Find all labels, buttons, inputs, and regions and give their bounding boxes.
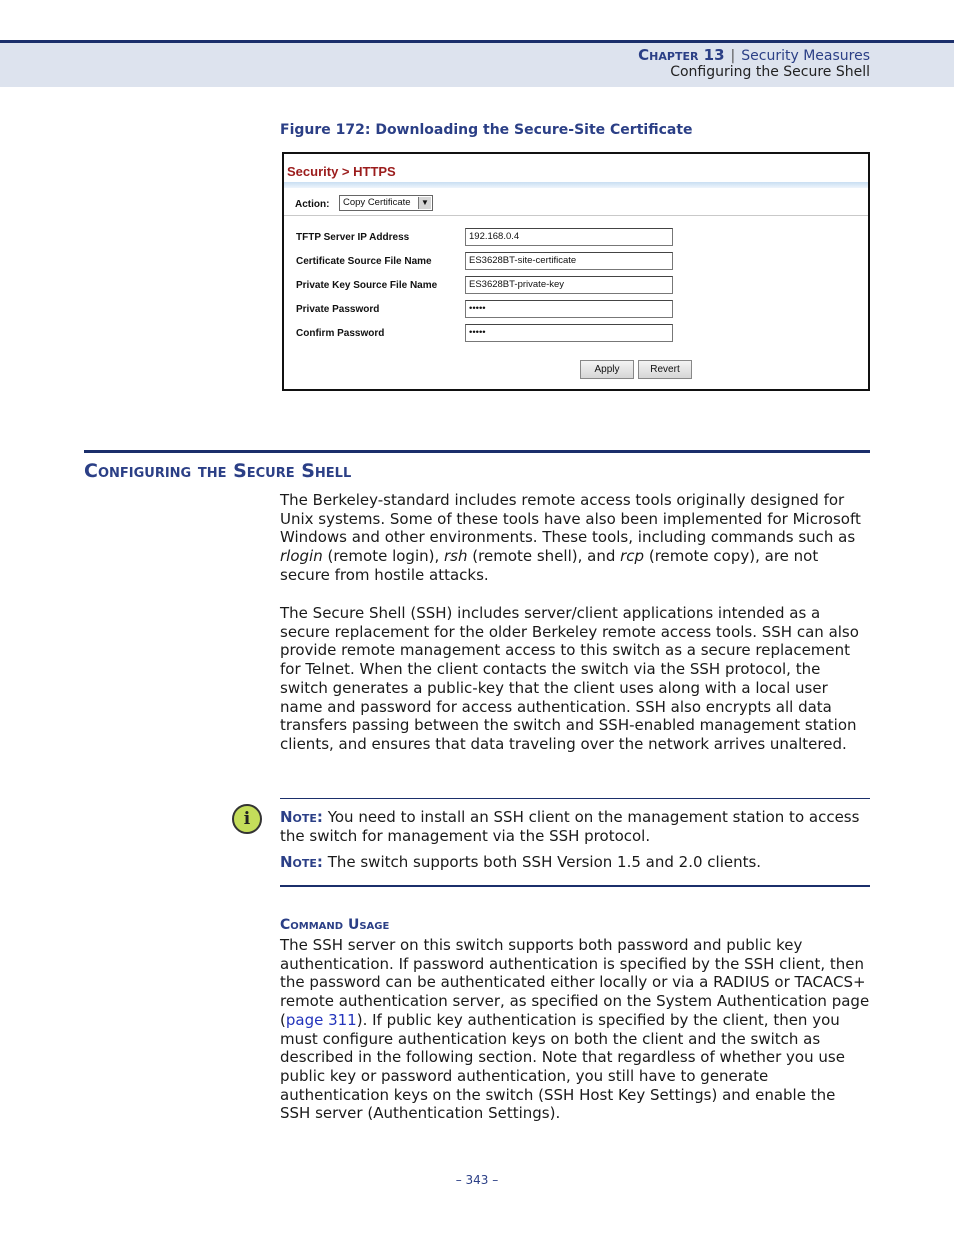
note-label: Note: [280,853,323,871]
command-usage-title: Command Usage [280,917,390,933]
p1-text-a: The Berkeley-standard includes remote access tools originally designed for Unix systems. Some of these tools have also been implemented for Microsoft Windows and other environments. These tools, including commands such as [280,491,861,547]
p1-text-c: (remote shell), and [467,547,621,566]
note-ssh-version [280,853,870,872]
tftp-ip-input[interactable]: 192.168.0.4 [465,228,673,246]
rsh-term: rsh [444,547,468,566]
private-password-label: Private Password [296,304,380,315]
tftp-ip-label: TFTP Server IP Address [296,232,410,243]
confirm-password-label: Confirm Password [296,328,385,339]
section-rule [84,450,870,453]
note-label: Note: [280,808,323,826]
paragraph-berkeley [280,491,870,585]
confirm-password-input[interactable]: ••••• [465,324,673,342]
p1-text-d: (remote copy), are not secure from hostile attacks. [280,547,819,584]
running-header-section: Configuring the Secure Shell [670,64,870,80]
note-text: You need to install an SSH client on the management station to access the switch for management via the SSH protocol. [280,808,860,845]
figure-caption: Figure 172: Downloading the Secure-Site Certificate [280,122,693,138]
note-rule-bottom [280,885,870,887]
rlogin-term: rlogin [280,547,323,566]
action-select[interactable] [339,195,433,211]
running-header-chapter [638,46,870,64]
p1-text-b: (remote login), [322,547,445,566]
action-select-value: Copy Certificate [343,197,411,208]
chevron-down-icon[interactable]: ▼ [418,197,431,209]
section-title: Configuring the Secure Shell [84,460,352,482]
note-text: The switch supports both SSH Version 1.5 and 2.0 clients. [322,853,762,871]
info-icon: i [232,804,262,834]
key-file-input[interactable]: ES3628BT-private-key [465,276,673,294]
action-label: Action: [295,199,330,210]
page-311-link[interactable]: page 311 [285,1010,357,1029]
page-number: – 343 – [455,1173,499,1187]
chapter-title: Security Measures [741,48,870,64]
note-rule-top [280,798,870,799]
apply-button[interactable]: Apply [580,360,634,379]
key-file-label: Private Key Source File Name [296,280,438,291]
screenshot-divider [284,215,868,216]
screenshot-title: Security > HTTPS [287,164,396,179]
rcp-term: rcp [620,547,645,566]
cmd-text-b: ). If public key authentication is specified by the client, then you must configure authentication keys on both the client and the switch as described in the following section. Note that regardless of whether you use public key or password authentication, you still have to generate authentication keys on the switch (SSH Host Key Settings) and enable the SSH server (Authentication Settings). [280,1010,845,1123]
command-usage-paragraph [280,936,870,1123]
title-underline-bar [284,182,868,188]
note-ssh-client [280,808,870,846]
cert-file-label: Certificate Source File Name [296,256,432,267]
paragraph-ssh: The Secure Shell (SSH) includes server/client applications intended as a secure replacement for the older Berkeley remote access tools. SSH can also provide remote management access to this switch as a secure replacement for Telnet. When the client contacts the switch via the SSH protocol, the switch generates a public-key that the client uses along with a local user name and password for access authentication. SSH also encrypts all data transfers passing between the switch and SSH-enabled management station clients, and ensures that data traveling over the network arrives unaltered. [280,604,859,753]
cert-file-input[interactable]: ES3628BT-site-certificate [465,252,673,270]
private-password-input[interactable]: ••••• [465,300,673,318]
https-screenshot [282,152,870,391]
chapter-label: Chapter 13 [638,46,725,64]
header-separator: | [730,48,736,64]
cmd-text-a: The SSH server on this switch supports both password and public key authentication. If password authentication is specified by the SSH client, then the password can be authenticated either locally or via a RADIUS or TACACS+ remote authentication server, as specified on the System Authentication page ( [280,936,870,1029]
revert-button[interactable]: Revert [638,360,692,379]
